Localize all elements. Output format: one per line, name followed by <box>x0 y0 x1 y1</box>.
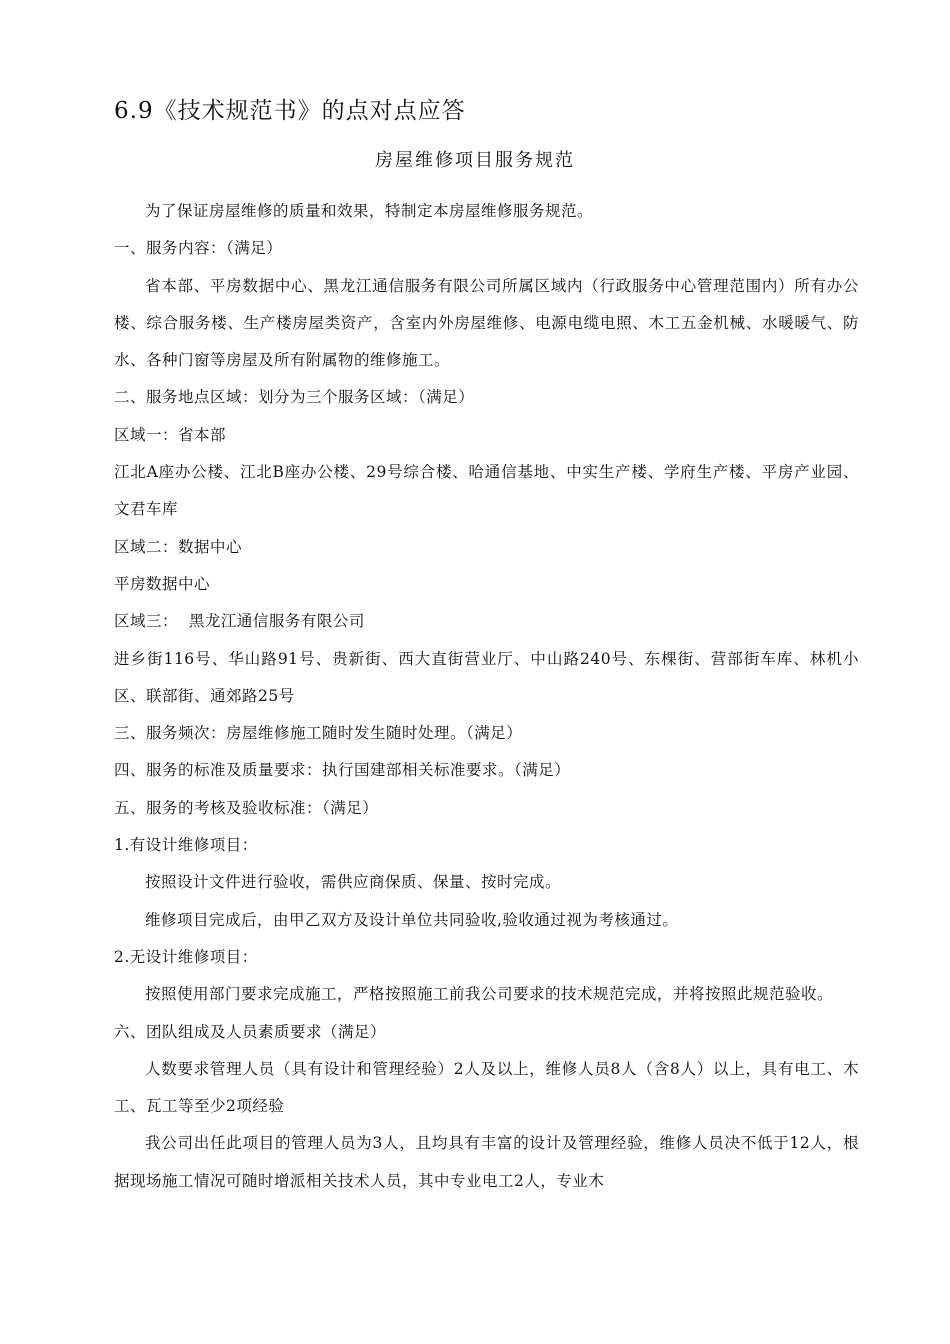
heading-service-area: 二、服务地点区域：划分为三个服务区域：（满足） <box>114 388 475 407</box>
intro-paragraph: 为了保证房屋维修的质量和效果，特制定本房屋维修服务规范。 <box>145 202 594 220</box>
document-body <box>114 193 859 1200</box>
area-three-locations: 进乡街116号、华山路91号、贵新街、西大直街营业厅、中山路240号、东棵街、营部街车库、林机小区、联部街、通郊路25号 <box>114 649 859 705</box>
subheading-designed-projects: 1.有设计维修项目： <box>114 836 258 855</box>
designed-projects-paragraph-1: 按照设计文件进行验收，需供应商保质、保量、按时完成。 <box>145 873 562 892</box>
area-three-label: 区域三： 黑龙江通信服务有限公司 <box>114 612 365 631</box>
undesigned-projects-paragraph: 按照使用部门要求完成施工，严格按照施工前我公司要求的技术规范完成，并将按照此规范验收。 <box>145 985 834 1004</box>
heading-service-standard: 四、服务的标准及质量要求：执行国建部相关标准要求。（满足） <box>114 761 571 780</box>
subheading-undesigned-projects: 2.无设计维修项目： <box>114 947 258 966</box>
document-title: 房屋维修项目服务规范 <box>375 150 575 171</box>
heading-service-frequency: 三、服务频次：房屋维修施工随时发生随时处理。（满足） <box>114 724 523 743</box>
designed-projects-paragraph-2: 维修项目完成后，由甲乙双方及设计单位共同验收,验收通过视为考核通过。 <box>145 910 679 929</box>
area-two-locations: 平房数据中心 <box>114 574 211 593</box>
team-requirements-paragraph: 人数要求管理人员（具有设计和管理经验）2人及以上，维修人员8人（含8人）以上，具有电工、木工、瓦工等至少2项经验 <box>114 1059 859 1116</box>
heading-team-composition: 六、团队组成及人员素质要求（满足） <box>114 1022 387 1041</box>
service-content-paragraph: 省本部、平房数据中心、黑龙江通信服务有限公司所属区域内（行政服务中心管理范围内）所有办公楼、综合服务楼、生产楼房屋类资产，含室内外房屋维修、电源电缆电照、木工五金机械、水暖暖气、防水、各种门窗等房屋及所有附属物的维修施工。 <box>114 276 859 370</box>
area-one-label: 区域一：省本部 <box>114 425 227 444</box>
area-two-label: 区域二：数据中心 <box>114 537 243 556</box>
section-heading: 6.9《技术规范书》的点对点应答 <box>114 98 466 124</box>
team-response-paragraph: 我公司出任此项目的管理人员为3人，且均具有丰富的设计及管理经验，维修人员决不低于12人，根据现场施工情况可随时增派相关技术人员，其中专业电工2人，专业木 <box>114 1134 859 1190</box>
heading-service-content: 一、服务内容：（满足） <box>114 239 283 258</box>
heading-assessment-acceptance: 五、服务的考核及验收标准：（满足） <box>114 798 379 817</box>
area-one-locations: 江北A座办公楼、江北B座办公楼、29号综合楼、哈通信基地、中实生产楼、学府生产楼、平房产业园、文君车库 <box>114 463 859 519</box>
